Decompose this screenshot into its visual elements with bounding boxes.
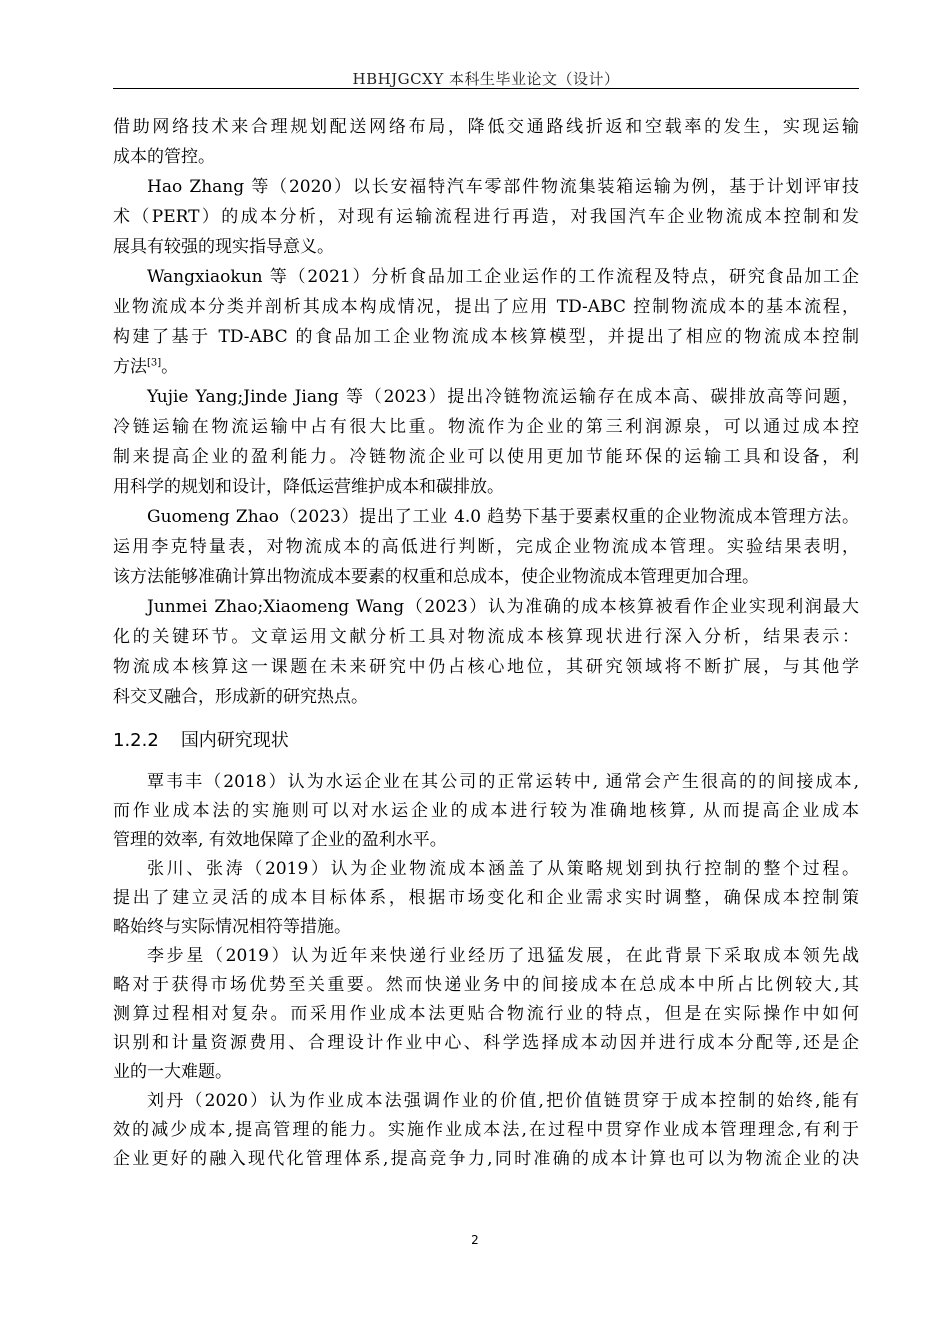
- paragraph-junmei-zhao: [113, 592, 859, 712]
- paragraph-wangxiaokun: [113, 262, 859, 382]
- text-line: 冷链运输在物流运输中占有很大比重。物流作为企业的第三利润源泉，可以通过成本控: [113, 417, 859, 437]
- text-line: Yujie Yang;Jinde Jiang 等（2023）提出冷链物流运输存在成本高、碳排放高等问题，: [147, 387, 859, 407]
- section-number: 1.2.2: [113, 730, 159, 751]
- paragraph-guomeng-zhao: [113, 502, 859, 592]
- running-header: HBHJGCXY 本科生毕业论文（设计）: [352, 70, 620, 88]
- text-line: Hao Zhang 等（2020）以长安福特汽车零部件物流集装箱运输为例，基于计划评审技: [147, 177, 859, 197]
- text-line-with-citation: [113, 352, 859, 382]
- text-line: 科交叉融合，形成新的研究热点。: [113, 687, 368, 707]
- text-line: 展具有较强的现实指导意义。: [113, 237, 334, 257]
- paragraph-liu-dan: [113, 1087, 859, 1174]
- body-text: [113, 112, 859, 1174]
- text-line: 术（PERT）的成本分析，对现有运输流程进行再造，对我国汽车企业物流成本控制和发: [113, 207, 859, 227]
- text-line: 物流成本核算这一课题在未来研究中仍占核心地位，其研究领域将不断扩展，与其他学: [113, 657, 859, 677]
- text-line: 制来提高企业的盈利能力。冷链物流企业可以使用更加节能环保的运输工具和设备，利: [113, 447, 859, 467]
- citation-marker: [3]: [147, 357, 162, 369]
- text-line: 业的一大难题。: [113, 1062, 232, 1082]
- text-line: Junmei Zhao;Xiaomeng Wang（2023）认为准确的成本核算被看作企业实现利润最大: [147, 597, 859, 617]
- text-line: 借助网络技术来合理规划配送网络布局，降低交通路线折返和空载率的发生，实现运输: [113, 117, 859, 137]
- text-line: 企业更好的融入现代化管理体系,提高竞争力,同时准确的成本计算也可以为物流企业的决: [113, 1149, 859, 1169]
- text-line: 张川、张涛（2019）认为企业物流成本涵盖了从策略规划到执行控制的整个过程。: [147, 859, 859, 879]
- text-fragment: 方法: [113, 357, 147, 377]
- text-line: 提出了建立灵活的成本目标体系，根据市场变化和企业需求实时调整，确保成本控制策: [113, 888, 859, 908]
- text-line: 管理的效率, 有效地保障了企业的盈利水平。: [113, 830, 447, 850]
- text-line: 李步星（2019）认为近年来快递行业经历了迅猛发展，在此背景下采取成本领先战: [147, 946, 859, 966]
- text-line: 刘丹（2020）认为作业成本法强调作业的价值,把价值链贯穿于成本控制的始终,能有: [147, 1091, 859, 1111]
- text-line: 业物流成本分类并剖析其成本构成情况，提出了应用 TD-ABC 控制物流成本的基本流程，: [113, 297, 859, 317]
- text-fragment: 。: [161, 357, 179, 377]
- paragraph-tan-weifeng: [113, 768, 859, 855]
- paragraph-li-buxing: [113, 942, 859, 1087]
- text-line: 运用李克特量表，对物流成本的高低进行判断，完成企业物流成本管理。实验结果表明，: [113, 537, 859, 557]
- section-title: 国内研究现状: [180, 730, 289, 751]
- text-line: 测算过程相对复杂。而采用作业成本法更贴合物流行业的特点，但是在实际操作中如何: [113, 1004, 859, 1024]
- text-line: 略始终与实际情况相符等措施。: [113, 917, 351, 937]
- text-line: 覃韦丰（2018）认为水运企业在其公司的正常运转中, 通常会产生很高的的间接成本,: [147, 772, 859, 792]
- page-number: 2: [471, 1233, 479, 1247]
- text-line: Guomeng Zhao（2023）提出了工业 4.0 趋势下基于要素权重的企业物流成本管理方法。: [147, 507, 859, 527]
- paragraph-zhang-chuan: [113, 855, 859, 942]
- section-heading: [113, 726, 859, 756]
- text-line: 效的减少成本,提高管理的能力。实施作业成本法,在过程中贯穿作业成本管理理念,有利于: [113, 1120, 859, 1140]
- header-rule: [113, 88, 859, 89]
- text-line: 略对于获得市场优势至关重要。然而快递业务中的间接成本在总成本中所占比例较大,其: [113, 975, 859, 995]
- text-line: 化的关键环节。文章运用文献分析工具对物流成本核算现状进行深入分析，结果表示：: [113, 627, 859, 647]
- text-line: 构建了基于 TD-ABC 的食品加工企业物流成本核算模型，并提出了相应的物流成本控制: [113, 327, 859, 347]
- paragraph-yujie-yang: [113, 382, 859, 502]
- paragraph-hao-zhang: [113, 172, 859, 262]
- text-line: 成本的管控。: [113, 147, 215, 167]
- text-line: 用科学的规划和设计，降低运营维护成本和碳排放。: [113, 477, 504, 497]
- text-line: 该方法能够准确计算出物流成本要素的权重和总成本，使企业物流成本管理更加合理。: [113, 567, 759, 587]
- text-line: Wangxiaokun 等（2021）分析食品加工企业运作的工作流程及特点，研究食品加工企: [147, 267, 859, 287]
- text-line: 识别和计量资源费用、合理设计作业中心、科学选择成本动因并进行成本分配等,还是企: [113, 1033, 859, 1053]
- paragraph-continuation: [113, 112, 859, 172]
- text-line: 而作业成本法的实施则可以对水运企业的成本进行较为准确地核算, 从而提高企业成本: [113, 801, 859, 821]
